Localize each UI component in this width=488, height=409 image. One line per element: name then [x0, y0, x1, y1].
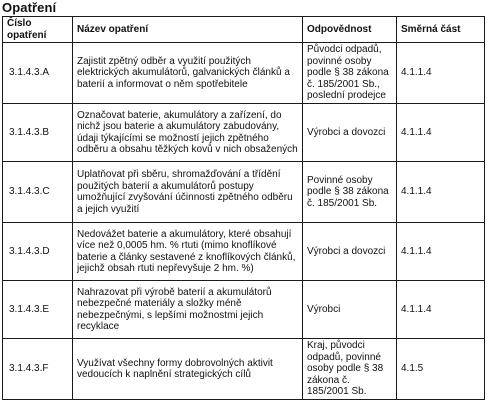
table-row	[3, 104, 485, 162]
measure-target-part: 4.1.5	[397, 339, 485, 400]
measure-responsibility: Povinné osoby podle § 38 zákona č. 185/2001 Sb.	[303, 162, 397, 223]
measure-name: Zajistit zpětný odběr a využití použitých elektrických akumulátorů, galvanických článků a baterií a informovat o něm spotřebitele	[73, 43, 303, 104]
page-title: Opatření	[2, 0, 57, 15]
measure-target-part: 4.1.1.4	[397, 104, 485, 162]
measure-target-part: 4.1.1.4	[397, 43, 485, 104]
column-header-code: Číslo opatření	[3, 17, 73, 43]
measure-responsibility: Výrobci	[303, 281, 397, 339]
measure-code: 3.1.4.3.F	[3, 339, 73, 400]
measure-code: 3.1.4.3.E	[3, 281, 73, 339]
measure-code: 3.1.4.3.A	[3, 43, 73, 104]
table-row	[3, 223, 485, 281]
measure-name: Nedovážet baterie a akumulátory, které obsahují více než 0,0005 hm. % rtuti (mimo knoflíkové baterie a články sestavené z knoflíkových článků, jejichž obsah rtuti nepřevyšuje 2 hm. %)	[73, 223, 303, 281]
table-row	[3, 162, 485, 223]
table-row	[3, 43, 485, 104]
measure-name: Označovat baterie, akumulátory a zařízení, do nichž jsou baterie a akumulátory zabudovány, údaji týkajícími se možností jejich zpětného odběru a obsahu těžkých kovů v nich obsažených	[73, 104, 303, 162]
measures-table	[2, 16, 485, 400]
table-row	[3, 339, 485, 400]
measure-code: 3.1.4.3.C	[3, 162, 73, 223]
measure-name: Nahrazovat při výrobě baterií a akumulátorů nebezpečné materiály a složky méně nebezpečnými, s lepšími možnostmi jejich recyklace	[73, 281, 303, 339]
column-header-name: Název opatření	[73, 17, 303, 43]
measure-responsibility: Výrobci a dovozci	[303, 104, 397, 162]
measure-target-part: 4.1.1.4	[397, 162, 485, 223]
column-header-responsibility: Odpovědnost	[303, 17, 397, 43]
table-row	[3, 281, 485, 339]
measure-code: 3.1.4.3.B	[3, 104, 73, 162]
measure-name: Uplatňovat při sběru, shromažďování a třídění použitých baterií a akumulátorů postupy umožňující zvyšování účinnosti zpětného odběru a jejich využití	[73, 162, 303, 223]
measure-target-part: 4.1.1.4	[397, 281, 485, 339]
measure-code: 3.1.4.3.D	[3, 223, 73, 281]
column-header-target-part: Směrná část	[397, 17, 485, 43]
measure-responsibility: Původci odpadů, povinné osoby podle § 38 zákona č. 185/2001 Sb., poslední prodejce	[303, 43, 397, 104]
table-header-row	[3, 17, 485, 43]
measure-name: Využívat všechny formy dobrovolných aktivit vedoucích k naplnění strategických cílů	[73, 339, 303, 400]
measure-responsibility: Kraj, původci odpadů, povinné osoby podle § 38 zákona č. 185/2001 Sb.	[303, 339, 397, 400]
measure-responsibility: Výrobci a dovozci	[303, 223, 397, 281]
measure-target-part: 4.1.1.4	[397, 223, 485, 281]
